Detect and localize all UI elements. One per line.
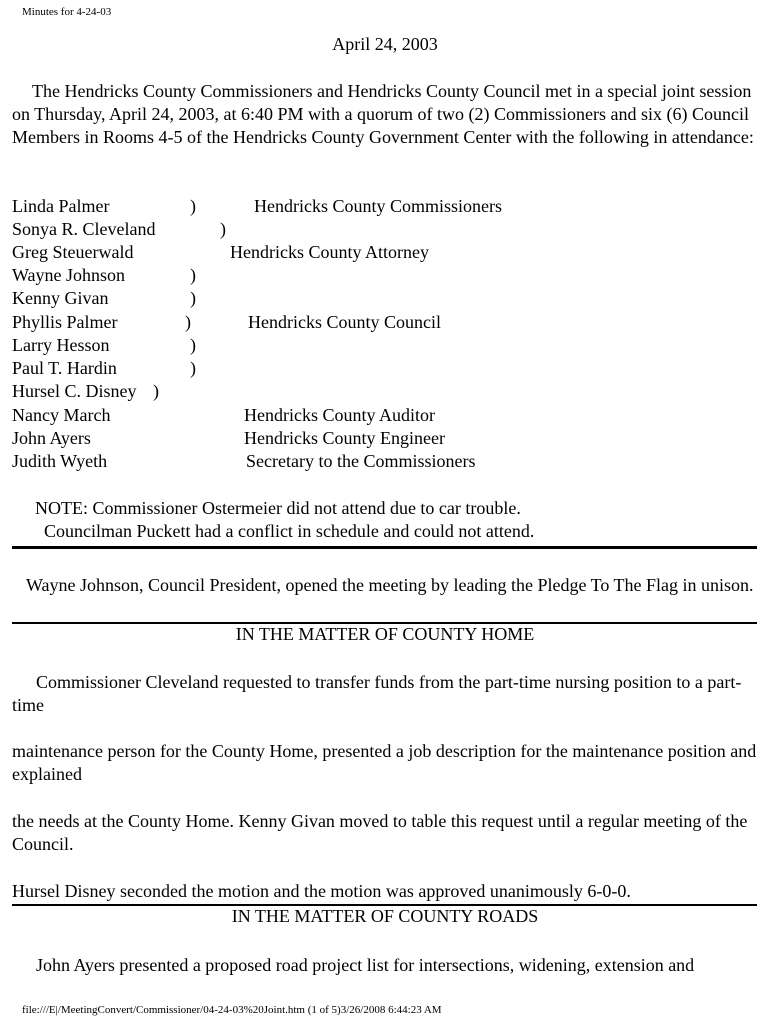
- attendee-name: Phyllis Palmer: [12, 312, 118, 332]
- county-home-paragraph-4: Hursel Disney seconded the motion and the motion was approved unanimously 6-0-0.: [12, 881, 631, 901]
- attendance-row: [12, 358, 760, 381]
- attendee-name: Sonya R. Cleveland: [12, 219, 156, 239]
- attendee-role: Hendricks County Engineer: [244, 428, 445, 448]
- attendee-name: Nancy March: [12, 405, 111, 425]
- bracket: ): [185, 312, 191, 332]
- attendee-name: Kenny Givan: [12, 288, 109, 308]
- section-heading-county-roads: IN THE MATTER OF COUNTY ROADS: [231, 906, 539, 926]
- attendee-name: Hursel C. Disney: [12, 381, 137, 401]
- intro-paragraph: The Hendricks County Commissioners and Hendricks County Council met in a special joint session on Thursday, April 24, 2003, at 6:40 PM with a quorum of two (2) Commissioners and six (6) Council Members in Rooms 4-5 of the Hendricks County Government Center with the following in attendance:: [12, 81, 754, 148]
- county-home-paragraph-1: Commissioner Cleveland requested to transfer funds from the part-time nursing position to a part-time: [12, 672, 742, 716]
- bracket: ): [190, 335, 196, 355]
- county-roads-paragraph-1: John Ayers presented a proposed road project list for intersections, widening, extension and: [36, 955, 695, 975]
- attendance-row: [12, 288, 760, 311]
- attendance-row: [12, 335, 760, 358]
- attendee-role: Hendricks County Commissioners: [254, 196, 502, 216]
- section-heading-county-home: IN THE MATTER OF COUNTY HOME: [235, 624, 535, 644]
- attendee-role: Hendricks County Council: [248, 312, 441, 332]
- attendee-name: Linda Palmer: [12, 196, 110, 216]
- page-header: Minutes for 4-24-03: [22, 6, 112, 18]
- bracket: ): [220, 219, 226, 239]
- bracket: ): [190, 288, 196, 308]
- county-home-paragraph-2: maintenance person for the County Home, presented a job description for the maintenance position and explained: [12, 741, 757, 785]
- attendee-name: Paul T. Hardin: [12, 358, 117, 378]
- attendee-name: John Ayers: [12, 428, 91, 448]
- note-line-2: Councilman Puckett had a conflict in schedule and could not attend.: [44, 521, 535, 541]
- divider: [12, 546, 757, 549]
- attendance-row: [12, 265, 760, 288]
- note-line-1: NOTE: Commissioner Ostermeier did not attend due to car trouble.: [35, 498, 521, 518]
- attendance-row: [12, 405, 760, 428]
- bracket: ): [190, 265, 196, 285]
- opening-paragraph: Wayne Johnson, Council President, opened the meeting by leading the Pledge To The Flag in unison.: [26, 575, 754, 595]
- attendee-name: Larry Hesson: [12, 335, 110, 355]
- bracket: ): [190, 196, 196, 216]
- attendee-role: Hendricks County Attorney: [230, 242, 429, 262]
- attendance-row: [12, 451, 760, 474]
- attendee-name: Wayne Johnson: [12, 265, 126, 285]
- attendee-role: Hendricks County Auditor: [244, 405, 435, 425]
- page-footer-url: file:///E|/MeetingConvert/Commissioner/04-24-03%20Joint.htm (1 of 5)3/26/2008 6:44:23 AM: [22, 1004, 442, 1016]
- attendance-row: [12, 428, 760, 451]
- attendance-row: [12, 219, 760, 242]
- attendance-row: [12, 242, 760, 265]
- meeting-date: April 24, 2003: [332, 34, 438, 54]
- bracket: ): [153, 381, 159, 401]
- attendee-role: Secretary to the Commissioners: [246, 451, 476, 471]
- bracket: ): [190, 358, 196, 378]
- note: [12, 498, 760, 521]
- attendance-row: [12, 312, 760, 335]
- county-home-paragraph-3: the needs at the County Home. Kenny Givan moved to table this request until a regular meeting of the Council.: [12, 811, 748, 855]
- attendee-name: Greg Steuerwald: [12, 242, 134, 262]
- attendance-row: [12, 381, 760, 404]
- attendance-row: [12, 196, 760, 219]
- attendee-name: Judith Wyeth: [12, 451, 108, 471]
- note-continued: [12, 521, 760, 544]
